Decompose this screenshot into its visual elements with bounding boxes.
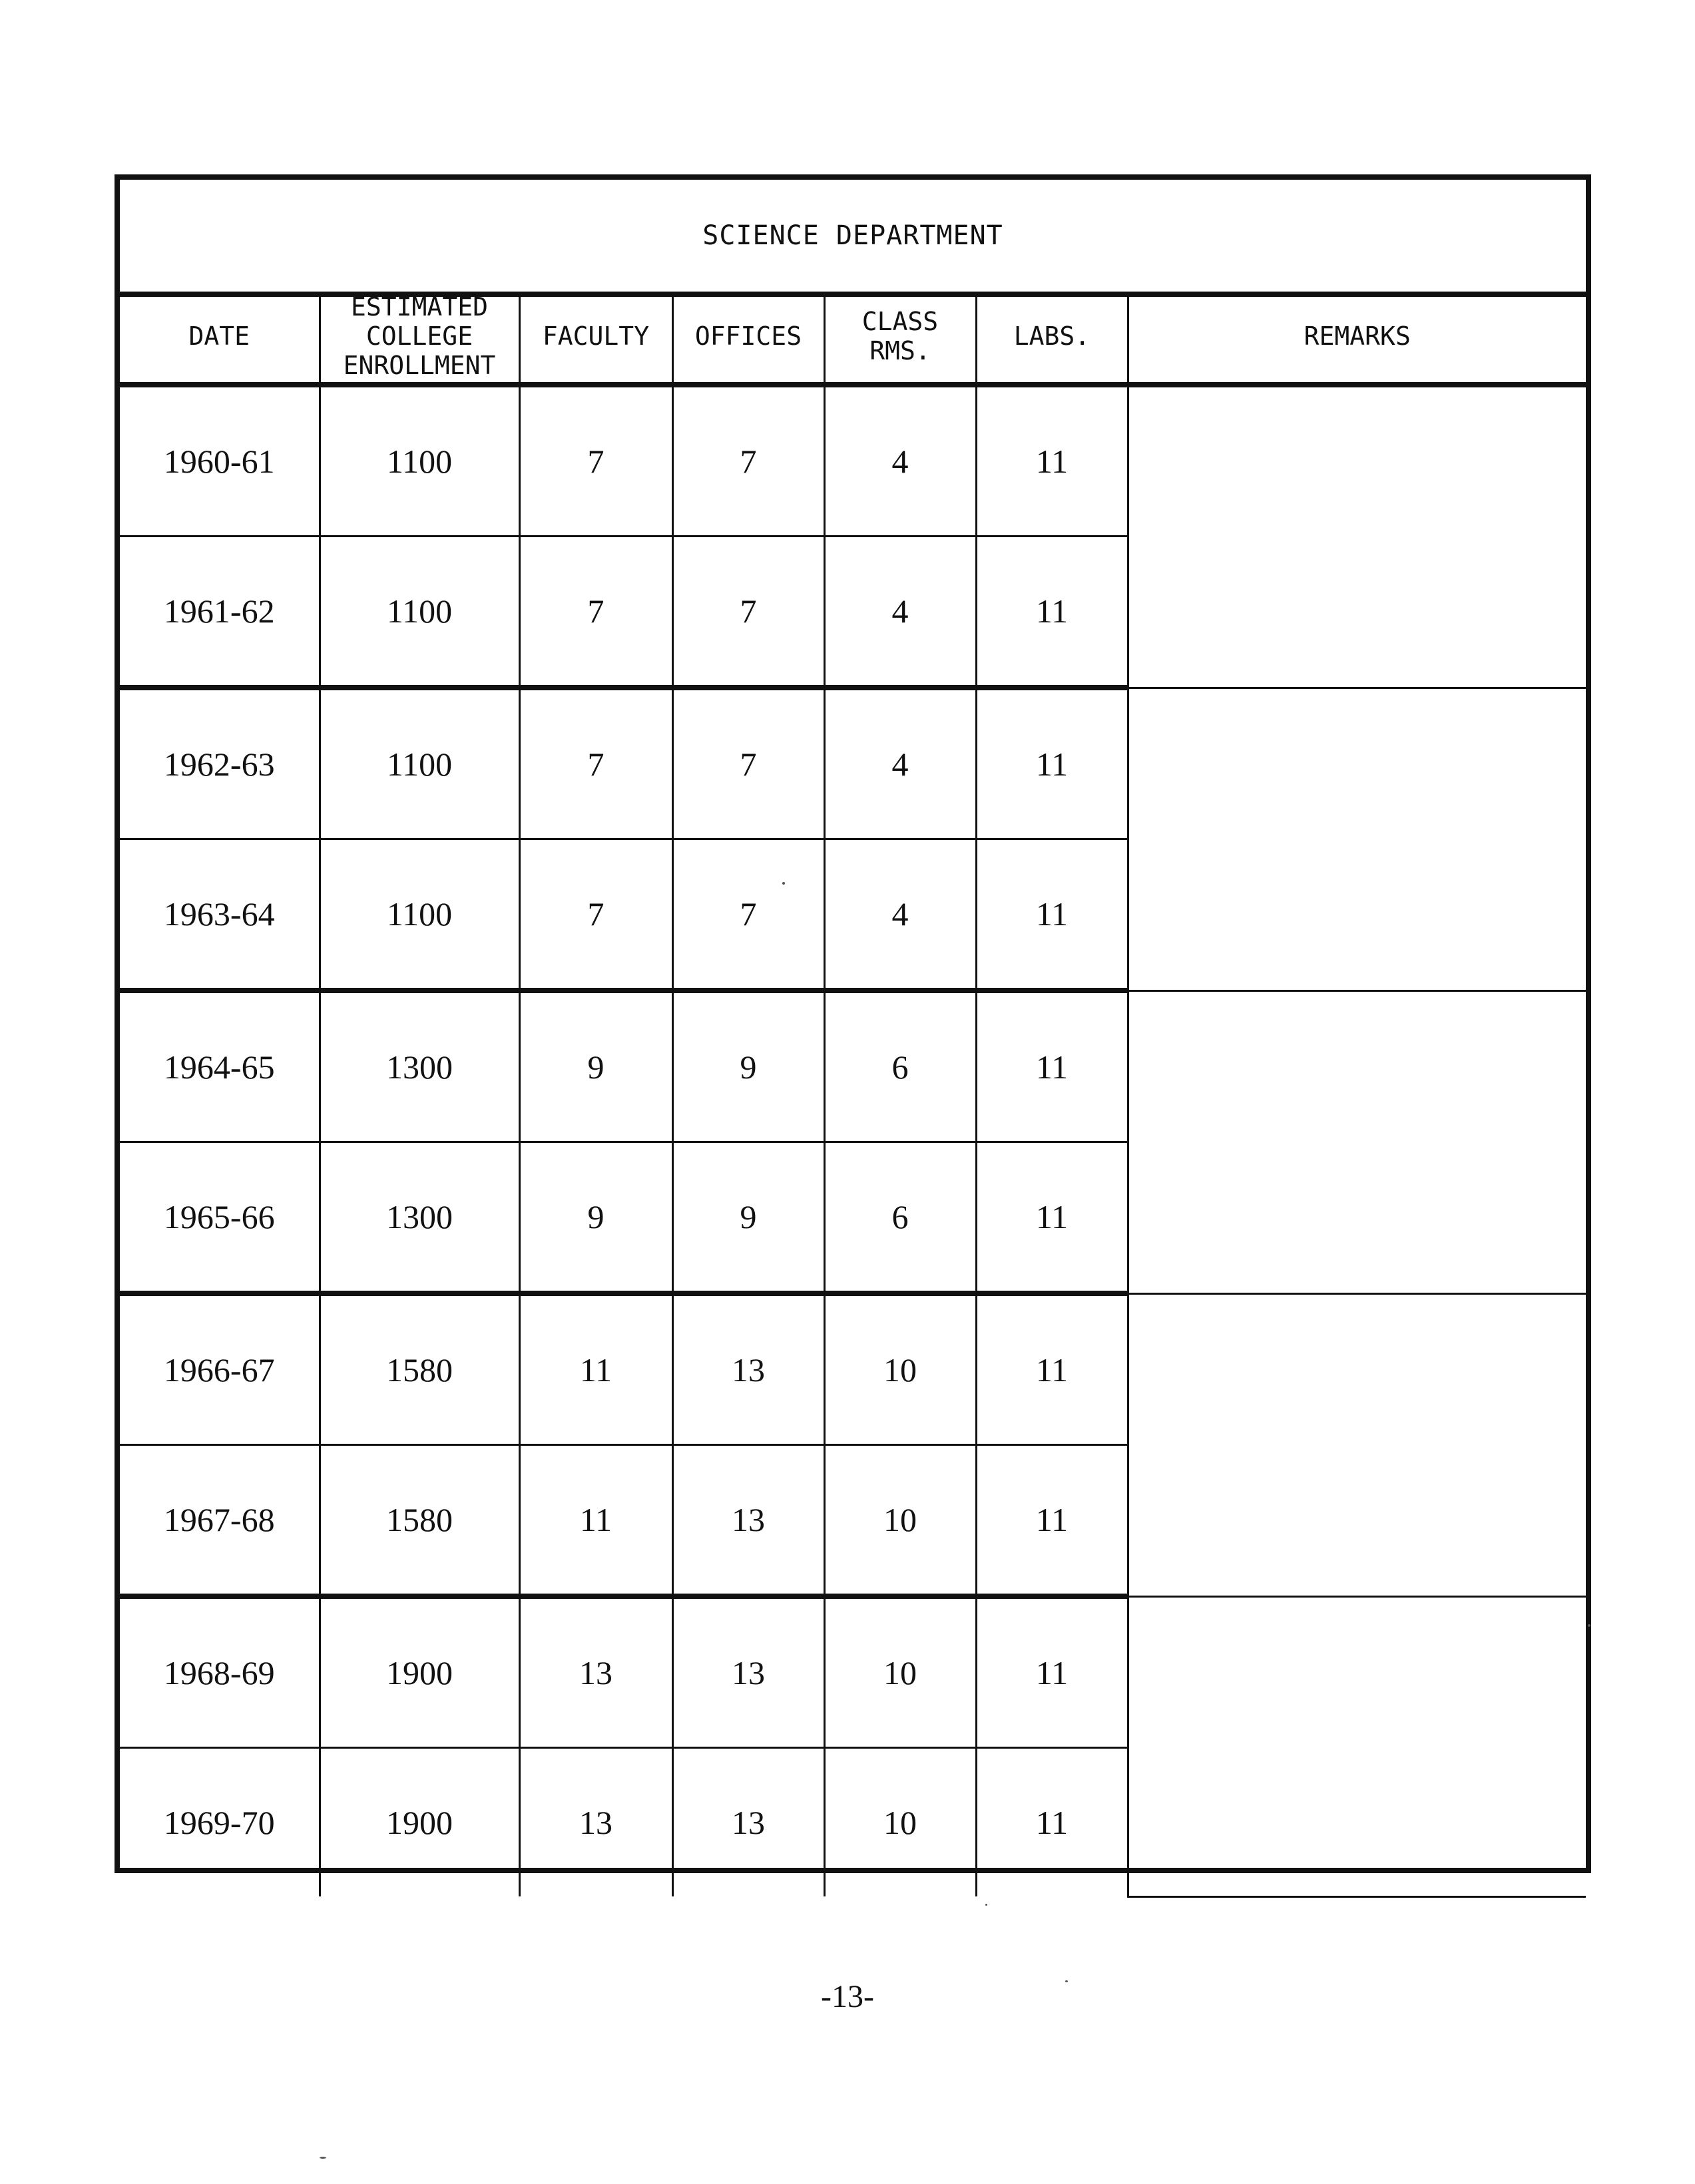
- cell-faculty: 9: [519, 1142, 672, 1294]
- table-row: [120, 688, 1586, 839]
- header-faculty: FACULTY: [519, 292, 672, 385]
- cell-date: 1967-68: [120, 1445, 320, 1597]
- cell-labs: 11: [976, 1445, 1128, 1597]
- cell-labs: 11: [976, 839, 1128, 991]
- cell-offices: 7: [672, 688, 824, 839]
- cell-labs: 11: [976, 1142, 1128, 1294]
- cell-enrollment: 1100: [320, 385, 519, 537]
- cell-date: 1968-69: [120, 1596, 320, 1748]
- cell-labs: 11: [976, 1596, 1128, 1748]
- cell-labs: 11: [976, 537, 1128, 688]
- remarks-cell: [1128, 688, 1586, 990]
- cell-faculty: 13: [519, 1596, 672, 1748]
- cell-offices: 7: [672, 385, 824, 537]
- cell-offices: 9: [672, 1142, 824, 1294]
- cell-enrollment: 1300: [320, 990, 519, 1142]
- cell-offices: 7: [672, 839, 824, 991]
- table-row: [120, 1293, 1586, 1445]
- scan-speck: [1065, 1980, 1068, 1982]
- cell-offices: 13: [672, 1748, 824, 1897]
- header-enrollment-line-1: ESTIMATED: [351, 292, 488, 322]
- cell-enrollment: 1900: [320, 1748, 519, 1897]
- cell-faculty: 7: [519, 839, 672, 991]
- science-department-table: [115, 174, 1591, 1873]
- cell-date: 1963-64: [120, 839, 320, 991]
- cell-date: 1961-62: [120, 537, 320, 688]
- cell-date: 1965-66: [120, 1142, 320, 1294]
- cell-enrollment: 1300: [320, 1142, 519, 1294]
- scan-speck: [1588, 1624, 1590, 1627]
- header-class-rms-line-1: CLASS: [861, 307, 939, 337]
- page-number: -13-: [821, 1979, 874, 2014]
- cell-date: 1960-61: [120, 385, 320, 537]
- cell-offices: 9: [672, 990, 824, 1142]
- cell-offices: 13: [672, 1596, 824, 1748]
- table-row: [120, 1596, 1586, 1748]
- cell-class-rms: 4: [824, 839, 976, 991]
- cell-faculty: 7: [519, 688, 672, 839]
- cell-date: 1969-70: [120, 1748, 320, 1897]
- cell-faculty: 11: [519, 1445, 672, 1597]
- cell-faculty: 11: [519, 1293, 672, 1445]
- cell-enrollment: 1900: [320, 1596, 519, 1748]
- header-enrollment: [320, 292, 519, 385]
- header-row: [120, 292, 1586, 385]
- header-labs: LABS.: [976, 292, 1128, 385]
- cell-class-rms: 10: [824, 1445, 976, 1597]
- cell-enrollment: 1100: [320, 688, 519, 839]
- table-row: [120, 385, 1586, 537]
- cell-date: 1964-65: [120, 990, 320, 1142]
- scan-speck: [320, 2157, 326, 2159]
- header-class-rms: [824, 292, 976, 385]
- cell-labs: 11: [976, 990, 1128, 1142]
- cell-faculty: 7: [519, 385, 672, 537]
- cell-offices: 7: [672, 537, 824, 688]
- header-enrollment-line-3: ENROLLMENT: [343, 350, 496, 380]
- cell-class-rms: 10: [824, 1293, 976, 1445]
- cell-offices: 13: [672, 1293, 824, 1445]
- cell-offices: 13: [672, 1445, 824, 1597]
- remarks-cell: [1128, 990, 1586, 1293]
- header-date: DATE: [120, 292, 320, 385]
- cell-enrollment: 1100: [320, 839, 519, 991]
- cell-labs: 11: [976, 688, 1128, 839]
- header-enrollment-line-2: COLLEGE: [365, 322, 473, 351]
- cell-class-rms: 6: [824, 1142, 976, 1294]
- cell-enrollment: 1580: [320, 1445, 519, 1597]
- data-grid: [120, 292, 1586, 1898]
- cell-enrollment: 1580: [320, 1293, 519, 1445]
- cell-class-rms: 4: [824, 688, 976, 839]
- remarks-cell: [1128, 385, 1586, 688]
- cell-labs: 11: [976, 1748, 1128, 1897]
- header-offices: OFFICES: [672, 292, 824, 385]
- cell-faculty: 13: [519, 1748, 672, 1897]
- table-title: SCIENCE DEPARTMENT: [120, 180, 1586, 297]
- cell-class-rms: 4: [824, 537, 976, 688]
- cell-date: 1962-63: [120, 688, 320, 839]
- cell-class-rms: 10: [824, 1748, 976, 1897]
- cell-labs: 11: [976, 385, 1128, 537]
- cell-class-rms: 4: [824, 385, 976, 537]
- cell-faculty: 7: [519, 537, 672, 688]
- header-remarks: REMARKS: [1128, 292, 1586, 385]
- scan-speck: [985, 1904, 987, 1906]
- scan-speck: [782, 882, 785, 885]
- header-class-rms-line-2: RMS.: [869, 336, 931, 365]
- cell-labs: 11: [976, 1293, 1128, 1445]
- remarks-cell: [1128, 1596, 1586, 1896]
- cell-class-rms: 6: [824, 990, 976, 1142]
- cell-enrollment: 1100: [320, 537, 519, 688]
- remarks-cell: [1128, 1293, 1586, 1596]
- cell-class-rms: 10: [824, 1596, 976, 1748]
- cell-date: 1966-67: [120, 1293, 320, 1445]
- cell-faculty: 9: [519, 990, 672, 1142]
- table-row: [120, 990, 1586, 1142]
